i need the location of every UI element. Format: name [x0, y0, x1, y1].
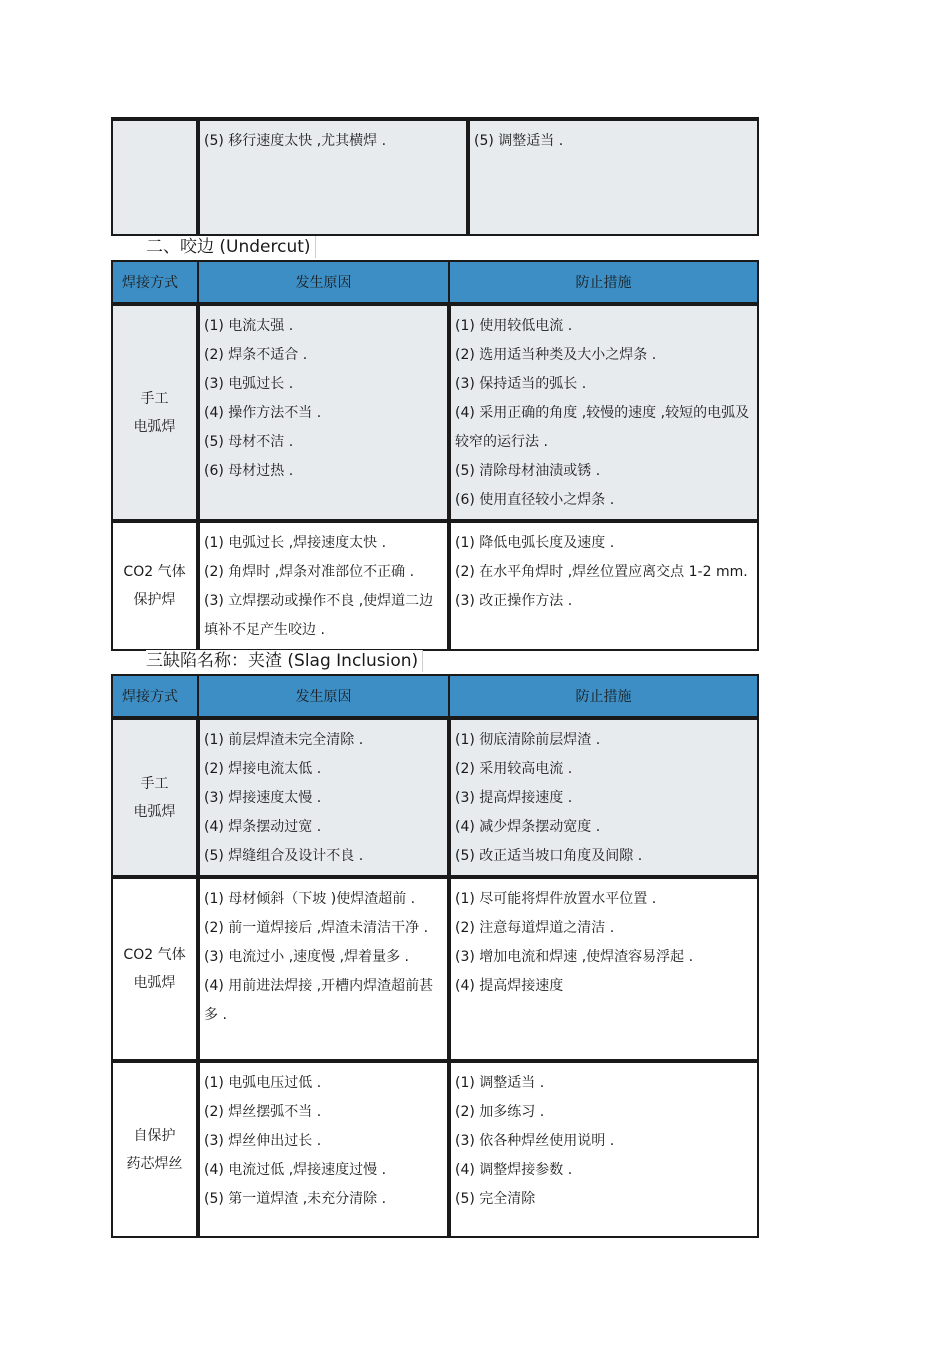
prevention-item: (5) 改正适当坡口角度及间隙 .	[455, 848, 643, 864]
prevention-item: (4) 减少焊条摆动宽度 .	[455, 819, 601, 835]
cause-item: (4) 焊条摆动过宽 .	[204, 819, 322, 835]
cause-cell	[198, 119, 468, 235]
cause-item: (2) 焊接电流太低 .	[204, 761, 322, 777]
undercut-table	[111, 260, 759, 651]
cause-item: (2) 角焊时 ,焊条对准部位不正确 .	[204, 564, 415, 580]
prevention-cell	[449, 304, 758, 521]
cause-cell	[198, 521, 449, 650]
prevention-cell	[468, 119, 758, 235]
method-cell	[112, 1061, 198, 1237]
table-header-row	[112, 261, 758, 304]
prevention-item: (2) 选用适当种类及大小之焊条 .	[455, 347, 657, 363]
cause-item: (5) 第一道焊渣 ,未充分清除 .	[204, 1191, 387, 1207]
cause-item: (3) 电弧过长 .	[204, 376, 294, 392]
cause-item: (2) 焊条不适合 .	[204, 347, 308, 363]
table-row	[112, 119, 758, 235]
method-cell	[112, 304, 198, 521]
continuation-table	[111, 117, 759, 236]
cause-item: (3) 焊接速度太慢 .	[204, 790, 322, 806]
method-line: 电弧焊	[133, 975, 176, 991]
method-cell	[112, 521, 198, 650]
header-method: 焊接方式	[112, 675, 198, 718]
prevention-cell	[449, 877, 758, 1061]
prevention-item: (5) 调整适当 .	[474, 133, 564, 149]
prevention-item: (3) 改正操作方法 .	[455, 593, 573, 609]
prevention-item: (6) 使用直径较小之焊条 .	[455, 492, 615, 508]
cause-item: (3) 焊丝伸出过长 .	[204, 1133, 322, 1149]
method-line: 自保护	[133, 1127, 176, 1144]
table-header-row	[112, 675, 758, 718]
prevention-item: (5) 完全清除	[455, 1191, 536, 1207]
prevention-item: (1) 降低电弧长度及速度 .	[455, 535, 615, 551]
method-cell	[112, 718, 198, 877]
prevention-item: (1) 彻底清除前层焊渣 .	[455, 732, 601, 748]
prevention-item: (3) 增加电流和焊速 ,使焊渣容易浮起 .	[455, 949, 694, 965]
prevention-item: (1) 尽可能将焊件放置水平位置 .	[455, 891, 657, 907]
cause-item: (4) 用前进法焊接 ,开槽内焊渣超前甚多 .	[204, 978, 434, 1023]
header-method: 焊接方式	[112, 261, 198, 304]
cause-item: (1) 母材倾斜（下坡 )使焊渣超前 .	[204, 891, 416, 907]
cause-item: (1) 电弧电压过低 .	[204, 1075, 322, 1091]
method-line: 药芯焊丝	[126, 1155, 183, 1172]
cause-cell	[198, 304, 449, 521]
prevention-item: (5) 清除母材油渍或锈 .	[455, 463, 601, 479]
table-row	[112, 877, 758, 1061]
cause-cell	[198, 718, 449, 877]
table-row	[112, 304, 758, 521]
cause-item: (4) 操作方法不当 .	[204, 405, 322, 421]
cause-cell	[198, 1061, 449, 1237]
method-line: 手工	[140, 390, 169, 407]
cause-item: (1) 电流太强 .	[204, 318, 294, 334]
method-line: 电弧焊	[133, 418, 176, 435]
prevention-item: (3) 依各种焊丝使用说明 .	[455, 1133, 615, 1149]
cause-item: (1) 前层焊渣未完全清除 .	[204, 732, 364, 748]
prevention-item: (2) 加多练习 .	[455, 1104, 545, 1120]
prevention-item: (1) 调整适当 .	[455, 1075, 545, 1091]
header-prevention: 防止措施	[449, 261, 758, 304]
cause-item: (6) 母材过热 .	[204, 463, 294, 479]
cause-cell	[198, 877, 449, 1061]
cause-item: (2) 焊丝摆弧不当 .	[204, 1104, 322, 1120]
header-prevention: 防止措施	[449, 675, 758, 718]
cause-item: (5) 母材不洁 .	[204, 434, 294, 450]
table-row	[112, 521, 758, 650]
prevention-item: (3) 提高焊接速度 .	[455, 790, 573, 806]
cause-item: (5) 焊缝组合及设计不良 .	[204, 848, 364, 864]
header-cause: 发生原因	[198, 675, 449, 718]
prevention-item: (3) 保持适当的弧长 .	[455, 376, 587, 392]
method-line: 电弧焊	[133, 803, 176, 820]
cause-item: (3) 立焊摆动或操作不良 ,使焊道二边填补不足产生咬边 .	[204, 593, 434, 638]
slag-inclusion-table	[111, 674, 759, 1238]
method-line: 保护焊	[133, 592, 176, 608]
method-cell	[112, 877, 198, 1061]
prevention-cell	[449, 1061, 758, 1237]
prevention-item: (4) 调整焊接参数 .	[455, 1162, 573, 1178]
header-cause: 发生原因	[198, 261, 449, 304]
table-row	[112, 1061, 758, 1237]
prevention-item: (2) 在水平角焊时 ,焊丝位置应离交点 1-2 mm.	[455, 564, 748, 580]
prevention-item: (1) 使用较低电流 .	[455, 318, 573, 334]
prevention-cell	[449, 521, 758, 650]
section-title-slag-inclusion: 三缺陷名称：夹渣 (Slag Inclusion)	[146, 650, 423, 672]
cause-item: (4) 电流过低 ,焊接速度过慢 .	[204, 1162, 387, 1178]
prevention-item: (2) 采用较高电流 .	[455, 761, 573, 777]
cause-item: (1) 电弧过长 ,焊接速度太快 .	[204, 535, 387, 551]
section-title-undercut: 二、咬边 (Undercut)	[146, 236, 316, 258]
cause-item: (5) 移行速度太快 ,尤其横焊 .	[204, 133, 387, 149]
method-line: CO2 气体	[123, 564, 186, 580]
prevention-item: (4) 提高焊接速度	[455, 978, 564, 994]
method-cell	[112, 119, 198, 235]
method-line: 手工	[140, 775, 169, 792]
cause-item: (2) 前一道焊接后 ,焊渣未清洁干净 .	[204, 920, 429, 936]
prevention-item: (4) 采用正确的角度 ,较慢的速度 ,较短的电弧及较窄的运行法 .	[455, 405, 750, 450]
table-row	[112, 718, 758, 877]
prevention-cell	[449, 718, 758, 877]
prevention-item: (2) 注意每道焊道之清洁 .	[455, 920, 615, 936]
method-line: CO2 气体	[123, 947, 186, 963]
cause-item: (3) 电流过小 ,速度慢 ,焊着量多 .	[204, 949, 409, 965]
